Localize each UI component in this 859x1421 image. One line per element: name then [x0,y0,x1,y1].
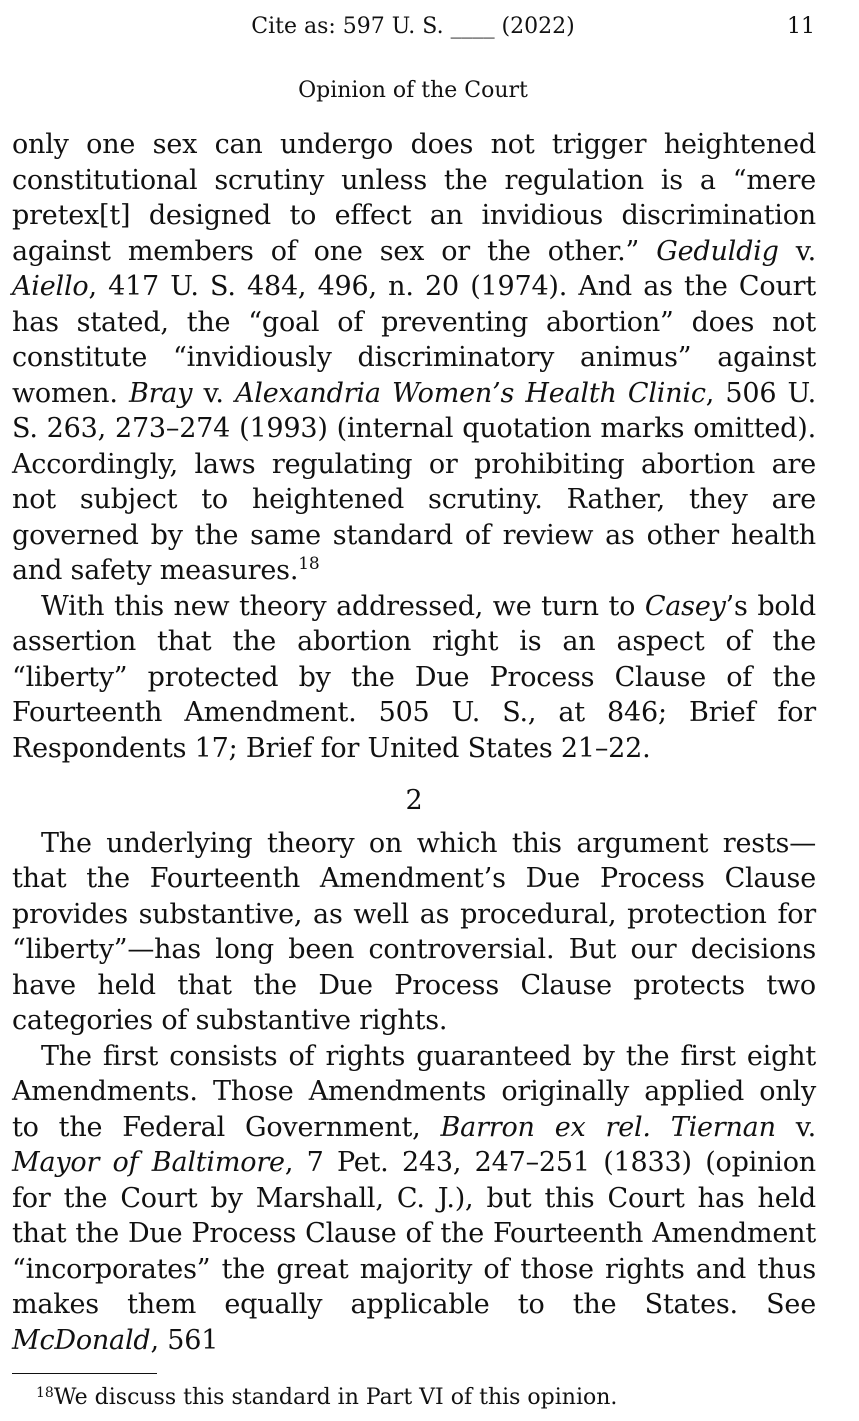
text-run: only one sex can undergo does not trigger heightened constitutional scrutiny unless the regulation is a “mere pretex[t] designed to effect an invidious discrimination against members of one sex or the other.” [12,129,816,267]
page-number: 11 [787,14,815,39]
text-run: , 561 [150,1324,219,1356]
text-run: With this new theory addressed, we turn to [41,590,645,622]
text-run: , 506 U. S. 263, 273–274 (1993) (internal quotation marks omitted). Accordingly, laws regulating or prohibiting abortion are not subject to heightened scrutiny. Rather, they are governed by the same standard of review as other health and safety measures. [12,377,816,586]
paragraph-1 [12,127,816,589]
case-name: Alexandria Women’s Health Clinic [234,377,706,409]
case-name: Mayor of Baltimore [12,1147,285,1178]
text-run: , 417 U. S. 484, 496, n. 20 (1974). And as the Court has stated, the “goal of preventing abortion” does not constitute “invidiously discriminatory animus” against women. [12,271,816,409]
case-name: Geduldig [656,235,779,267]
text-run: v. [778,235,816,267]
text-run: v. [775,1111,816,1143]
paragraph-4 [12,1039,816,1359]
paragraph-3: The underlying theory on which this argument rests—that the Fourteenth Amendment’s Due Process Clause provides substantive, as well as procedural, protection for “liberty”—has long been controversial. But our decisions have held that the Due Process Clause protects two categories of substantive rights. [12,827,816,1036]
citation-header: Cite as: 597 U. S. ____ (2022) [251,14,575,39]
footnote-separator [12,1373,157,1374]
footnote-reference: 18 [298,554,320,574]
case-name: Aiello [12,271,89,302]
section-heading: 2 [405,785,423,816]
case-name: Bray [128,377,193,409]
paragraph-2 [12,589,816,767]
footnote-text: We discuss this standard in Part VI of this opinion. [53,1385,618,1410]
opinion-body [12,127,816,1358]
case-name: Barron ex rel. Tiernan [440,1111,776,1143]
text-run: , 7 Pet. 243, 247–251 (1833) (opinion for the Court by Marshall, C. J.), but this Court has held that the Due Process Clause of the Fourteenth Amendment “incorporates” the great majority of those rights and thus makes them equally applicable to the States. See [12,1147,816,1320]
text-run: ’s bold assertion that the abortion right is an aspect of the “liberty” protected by the Due Process Clause of the Fourteenth Amendment. 505 U. S., at 846; Brief for Respondents 17; Brief for United States 21–22. [12,590,816,764]
case-name: McDonald [12,1324,151,1356]
text-run: v. [192,377,235,409]
running-title: Opinion of the Court [298,78,528,103]
footnote [36,1385,617,1411]
footnote-number: 18 [36,1385,54,1401]
text-run: The first consists of rights guaranteed by the first eight Amendments. Those Amendments originally applied only to the Federal Government, [12,1040,816,1143]
case-name: Casey [644,590,726,622]
